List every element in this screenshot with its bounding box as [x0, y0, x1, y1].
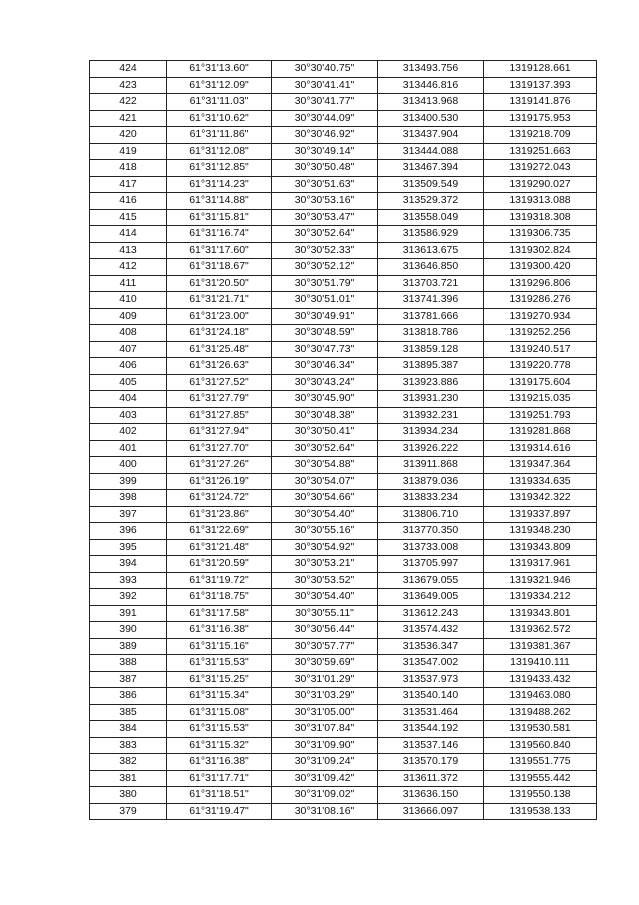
table-row	[90, 407, 597, 424]
point-number-cell: 400	[90, 457, 167, 474]
table-row	[90, 539, 597, 556]
table-row	[90, 622, 597, 639]
y-coordinate-cell: 1319306.735	[484, 226, 597, 243]
latitude-cell: 61°31'18.75"	[167, 589, 272, 606]
longitude-cell: 30°30'51.01"	[272, 292, 378, 309]
x-coordinate-cell: 313818.786	[378, 325, 484, 342]
y-coordinate-cell: 1319362.572	[484, 622, 597, 639]
point-number-cell: 395	[90, 539, 167, 556]
point-number-cell: 384	[90, 721, 167, 738]
y-coordinate-cell: 1319334.212	[484, 589, 597, 606]
table-row	[90, 160, 597, 177]
point-number-cell: 418	[90, 160, 167, 177]
table-row	[90, 803, 597, 820]
point-number-cell: 388	[90, 655, 167, 672]
y-coordinate-cell: 1319281.868	[484, 424, 597, 441]
x-coordinate-cell: 313531.464	[378, 704, 484, 721]
table-row	[90, 242, 597, 259]
longitude-cell: 30°30'54.88"	[272, 457, 378, 474]
longitude-cell: 30°30'41.41"	[272, 77, 378, 94]
point-number-cell: 381	[90, 770, 167, 787]
latitude-cell: 61°31'14.23"	[167, 176, 272, 193]
point-number-cell: 399	[90, 473, 167, 490]
table-row	[90, 440, 597, 457]
table-row	[90, 457, 597, 474]
y-coordinate-cell: 1319347.364	[484, 457, 597, 474]
latitude-cell: 61°31'25.48"	[167, 341, 272, 358]
longitude-cell: 30°30'50.41"	[272, 424, 378, 441]
table-row	[90, 572, 597, 589]
longitude-cell: 30°30'50.48"	[272, 160, 378, 177]
x-coordinate-cell: 313833.234	[378, 490, 484, 507]
table-row	[90, 209, 597, 226]
latitude-cell: 61°31'24.18"	[167, 325, 272, 342]
longitude-cell: 30°30'46.34"	[272, 358, 378, 375]
y-coordinate-cell: 1319137.393	[484, 77, 597, 94]
table-row	[90, 473, 597, 490]
y-coordinate-cell: 1319270.934	[484, 308, 597, 325]
latitude-cell: 61°31'27.79"	[167, 391, 272, 408]
point-number-cell: 419	[90, 143, 167, 160]
y-coordinate-cell: 1319410.111	[484, 655, 597, 672]
y-coordinate-cell: 1319175.604	[484, 374, 597, 391]
y-coordinate-cell: 1319175.953	[484, 110, 597, 127]
y-coordinate-cell: 1319551.775	[484, 754, 597, 771]
x-coordinate-cell: 313611.372	[378, 770, 484, 787]
y-coordinate-cell: 1319463.080	[484, 688, 597, 705]
y-coordinate-cell: 1319343.801	[484, 605, 597, 622]
latitude-cell: 61°31'15.25"	[167, 671, 272, 688]
y-coordinate-cell: 1319302.824	[484, 242, 597, 259]
y-coordinate-cell: 1319220.778	[484, 358, 597, 375]
longitude-cell: 30°30'54.40"	[272, 589, 378, 606]
longitude-cell: 30°30'54.92"	[272, 539, 378, 556]
latitude-cell: 61°31'19.47"	[167, 803, 272, 820]
table-row	[90, 638, 597, 655]
x-coordinate-cell: 313413.968	[378, 94, 484, 111]
y-coordinate-cell: 1319296.806	[484, 275, 597, 292]
y-coordinate-cell: 1319218.709	[484, 127, 597, 144]
x-coordinate-cell: 313911.868	[378, 457, 484, 474]
latitude-cell: 61°31'21.71"	[167, 292, 272, 309]
point-number-cell: 382	[90, 754, 167, 771]
x-coordinate-cell: 313932.231	[378, 407, 484, 424]
latitude-cell: 61°31'11.86"	[167, 127, 272, 144]
x-coordinate-cell: 313613.675	[378, 242, 484, 259]
point-number-cell: 411	[90, 275, 167, 292]
table-row	[90, 737, 597, 754]
point-number-cell: 415	[90, 209, 167, 226]
point-number-cell: 410	[90, 292, 167, 309]
table-row	[90, 589, 597, 606]
latitude-cell: 61°31'23.00"	[167, 308, 272, 325]
table-row	[90, 226, 597, 243]
longitude-cell: 30°30'43.24"	[272, 374, 378, 391]
latitude-cell: 61°31'15.53"	[167, 655, 272, 672]
table-row	[90, 358, 597, 375]
point-number-cell: 397	[90, 506, 167, 523]
latitude-cell: 61°31'22.69"	[167, 523, 272, 540]
x-coordinate-cell: 313529.372	[378, 193, 484, 210]
table-row	[90, 424, 597, 441]
x-coordinate-cell: 313923.886	[378, 374, 484, 391]
y-coordinate-cell: 1319313.088	[484, 193, 597, 210]
x-coordinate-cell: 313570.179	[378, 754, 484, 771]
longitude-cell: 30°31'09.90"	[272, 737, 378, 754]
longitude-cell: 30°31'01.29"	[272, 671, 378, 688]
y-coordinate-cell: 1319251.793	[484, 407, 597, 424]
point-number-cell: 387	[90, 671, 167, 688]
latitude-cell: 61°31'17.71"	[167, 770, 272, 787]
point-number-cell: 403	[90, 407, 167, 424]
point-number-cell: 392	[90, 589, 167, 606]
point-number-cell: 420	[90, 127, 167, 144]
y-coordinate-cell: 1319240.517	[484, 341, 597, 358]
table-row	[90, 94, 597, 111]
longitude-cell: 30°31'03.29"	[272, 688, 378, 705]
table-row	[90, 259, 597, 276]
x-coordinate-cell: 313679.055	[378, 572, 484, 589]
point-number-cell: 379	[90, 803, 167, 820]
table-row	[90, 770, 597, 787]
longitude-cell: 30°30'48.38"	[272, 407, 378, 424]
latitude-cell: 61°31'26.19"	[167, 473, 272, 490]
x-coordinate-cell: 313574.432	[378, 622, 484, 639]
x-coordinate-cell: 313612.243	[378, 605, 484, 622]
x-coordinate-cell: 313540.140	[378, 688, 484, 705]
table-row	[90, 506, 597, 523]
table-row	[90, 391, 597, 408]
y-coordinate-cell: 1319290.027	[484, 176, 597, 193]
table-row	[90, 143, 597, 160]
y-coordinate-cell: 1319538.133	[484, 803, 597, 820]
y-coordinate-cell: 1319314.616	[484, 440, 597, 457]
longitude-cell: 30°30'49.91"	[272, 308, 378, 325]
x-coordinate-cell: 313467.394	[378, 160, 484, 177]
table-row	[90, 341, 597, 358]
latitude-cell: 61°31'19.72"	[167, 572, 272, 589]
x-coordinate-cell: 313536.347	[378, 638, 484, 655]
table-row	[90, 275, 597, 292]
y-coordinate-cell: 1319300.420	[484, 259, 597, 276]
table-row	[90, 721, 597, 738]
y-coordinate-cell: 1319317.961	[484, 556, 597, 573]
table-row	[90, 110, 597, 127]
y-coordinate-cell: 1319343.809	[484, 539, 597, 556]
x-coordinate-cell: 313636.150	[378, 787, 484, 804]
longitude-cell: 30°30'55.16"	[272, 523, 378, 540]
point-number-cell: 385	[90, 704, 167, 721]
y-coordinate-cell: 1319550.138	[484, 787, 597, 804]
x-coordinate-cell: 313934.234	[378, 424, 484, 441]
table-row	[90, 556, 597, 573]
y-coordinate-cell: 1319286.276	[484, 292, 597, 309]
longitude-cell: 30°30'56.44"	[272, 622, 378, 639]
longitude-cell: 30°30'54.07"	[272, 473, 378, 490]
point-number-cell: 408	[90, 325, 167, 342]
x-coordinate-cell: 313781.666	[378, 308, 484, 325]
table-row	[90, 61, 597, 78]
longitude-cell: 30°30'57.77"	[272, 638, 378, 655]
table-row	[90, 787, 597, 804]
point-number-cell: 424	[90, 61, 167, 78]
table-row	[90, 325, 597, 342]
table-row	[90, 77, 597, 94]
latitude-cell: 61°31'15.34"	[167, 688, 272, 705]
table-row	[90, 490, 597, 507]
y-coordinate-cell: 1319381.367	[484, 638, 597, 655]
x-coordinate-cell: 313741.396	[378, 292, 484, 309]
table-row	[90, 292, 597, 309]
y-coordinate-cell: 1319555.442	[484, 770, 597, 787]
table-row	[90, 605, 597, 622]
point-number-cell: 390	[90, 622, 167, 639]
longitude-cell: 30°30'46.92"	[272, 127, 378, 144]
y-coordinate-cell: 1319272.043	[484, 160, 597, 177]
point-number-cell: 393	[90, 572, 167, 589]
longitude-cell: 30°30'54.66"	[272, 490, 378, 507]
point-number-cell: 380	[90, 787, 167, 804]
latitude-cell: 61°31'27.85"	[167, 407, 272, 424]
latitude-cell: 61°31'12.09"	[167, 77, 272, 94]
longitude-cell: 30°30'52.33"	[272, 242, 378, 259]
x-coordinate-cell: 313544.192	[378, 721, 484, 738]
longitude-cell: 30°30'53.21"	[272, 556, 378, 573]
x-coordinate-cell: 313879.036	[378, 473, 484, 490]
table-row	[90, 374, 597, 391]
x-coordinate-cell: 313666.097	[378, 803, 484, 820]
latitude-cell: 61°31'20.59"	[167, 556, 272, 573]
latitude-cell: 61°31'14.88"	[167, 193, 272, 210]
latitude-cell: 61°31'23.86"	[167, 506, 272, 523]
latitude-cell: 61°31'27.94"	[167, 424, 272, 441]
x-coordinate-cell: 313558.049	[378, 209, 484, 226]
x-coordinate-cell: 313770.350	[378, 523, 484, 540]
point-number-cell: 398	[90, 490, 167, 507]
x-coordinate-cell: 313400.530	[378, 110, 484, 127]
longitude-cell: 30°30'53.52"	[272, 572, 378, 589]
x-coordinate-cell: 313705.997	[378, 556, 484, 573]
latitude-cell: 61°31'10.62"	[167, 110, 272, 127]
latitude-cell: 61°31'15.08"	[167, 704, 272, 721]
latitude-cell: 61°31'27.70"	[167, 440, 272, 457]
latitude-cell: 61°31'16.38"	[167, 622, 272, 639]
longitude-cell: 30°30'54.40"	[272, 506, 378, 523]
latitude-cell: 61°31'15.53"	[167, 721, 272, 738]
point-number-cell: 414	[90, 226, 167, 243]
latitude-cell: 61°31'13.60"	[167, 61, 272, 78]
table-row	[90, 523, 597, 540]
y-coordinate-cell: 1319141.876	[484, 94, 597, 111]
x-coordinate-cell: 313437.904	[378, 127, 484, 144]
x-coordinate-cell: 313806.710	[378, 506, 484, 523]
y-coordinate-cell: 1319251.663	[484, 143, 597, 160]
y-coordinate-cell: 1319530.581	[484, 721, 597, 738]
latitude-cell: 61°31'12.08"	[167, 143, 272, 160]
table-row	[90, 308, 597, 325]
coordinate-table-body	[90, 61, 597, 820]
x-coordinate-cell: 313547.002	[378, 655, 484, 672]
longitude-cell: 30°30'51.79"	[272, 275, 378, 292]
point-number-cell: 394	[90, 556, 167, 573]
longitude-cell: 30°30'41.77"	[272, 94, 378, 111]
table-row	[90, 754, 597, 771]
longitude-cell: 30°31'08.16"	[272, 803, 378, 820]
y-coordinate-cell: 1319488.262	[484, 704, 597, 721]
y-coordinate-cell: 1319337.897	[484, 506, 597, 523]
longitude-cell: 30°30'40.75"	[272, 61, 378, 78]
point-number-cell: 407	[90, 341, 167, 358]
x-coordinate-cell: 313444.088	[378, 143, 484, 160]
latitude-cell: 61°31'18.67"	[167, 259, 272, 276]
longitude-cell: 30°30'52.64"	[272, 440, 378, 457]
longitude-cell: 30°30'52.64"	[272, 226, 378, 243]
longitude-cell: 30°30'49.14"	[272, 143, 378, 160]
longitude-cell: 30°30'48.59"	[272, 325, 378, 342]
table-row	[90, 688, 597, 705]
point-number-cell: 421	[90, 110, 167, 127]
point-number-cell: 386	[90, 688, 167, 705]
longitude-cell: 30°31'05.00"	[272, 704, 378, 721]
longitude-cell: 30°30'55.11"	[272, 605, 378, 622]
longitude-cell: 30°30'45.90"	[272, 391, 378, 408]
table-row	[90, 127, 597, 144]
x-coordinate-cell: 313931.230	[378, 391, 484, 408]
table-row	[90, 671, 597, 688]
point-number-cell: 405	[90, 374, 167, 391]
table-row	[90, 176, 597, 193]
longitude-cell: 30°31'09.02"	[272, 787, 378, 804]
point-number-cell: 416	[90, 193, 167, 210]
latitude-cell: 61°31'27.52"	[167, 374, 272, 391]
latitude-cell: 61°31'15.16"	[167, 638, 272, 655]
table-row	[90, 655, 597, 672]
latitude-cell: 61°31'20.50"	[167, 275, 272, 292]
x-coordinate-cell: 313493.756	[378, 61, 484, 78]
point-number-cell: 412	[90, 259, 167, 276]
x-coordinate-cell: 313649.005	[378, 589, 484, 606]
longitude-cell: 30°30'47.73"	[272, 341, 378, 358]
latitude-cell: 61°31'17.58"	[167, 605, 272, 622]
point-number-cell: 389	[90, 638, 167, 655]
longitude-cell: 30°30'44.09"	[272, 110, 378, 127]
longitude-cell: 30°31'09.24"	[272, 754, 378, 771]
y-coordinate-cell: 1319215.035	[484, 391, 597, 408]
y-coordinate-cell: 1319334.635	[484, 473, 597, 490]
point-number-cell: 402	[90, 424, 167, 441]
x-coordinate-cell: 313703.721	[378, 275, 484, 292]
point-number-cell: 406	[90, 358, 167, 375]
latitude-cell: 61°31'15.81"	[167, 209, 272, 226]
y-coordinate-cell: 1319321.946	[484, 572, 597, 589]
longitude-cell: 30°30'51.63"	[272, 176, 378, 193]
longitude-cell: 30°30'53.16"	[272, 193, 378, 210]
point-number-cell: 423	[90, 77, 167, 94]
x-coordinate-cell: 313926.222	[378, 440, 484, 457]
table-row	[90, 704, 597, 721]
latitude-cell: 61°31'27.26"	[167, 457, 272, 474]
latitude-cell: 61°31'11.03"	[167, 94, 272, 111]
y-coordinate-cell: 1319560.840	[484, 737, 597, 754]
coordinate-table	[89, 60, 597, 820]
longitude-cell: 30°31'09.42"	[272, 770, 378, 787]
point-number-cell: 396	[90, 523, 167, 540]
point-number-cell: 401	[90, 440, 167, 457]
x-coordinate-cell: 313509.549	[378, 176, 484, 193]
latitude-cell: 61°31'26.63"	[167, 358, 272, 375]
point-number-cell: 413	[90, 242, 167, 259]
latitude-cell: 61°31'15.32"	[167, 737, 272, 754]
x-coordinate-cell: 313537.973	[378, 671, 484, 688]
latitude-cell: 61°31'17.60"	[167, 242, 272, 259]
y-coordinate-cell: 1319433.432	[484, 671, 597, 688]
point-number-cell: 383	[90, 737, 167, 754]
latitude-cell: 61°31'12.85"	[167, 160, 272, 177]
y-coordinate-cell: 1319348.230	[484, 523, 597, 540]
y-coordinate-cell: 1319342.322	[484, 490, 597, 507]
point-number-cell: 404	[90, 391, 167, 408]
x-coordinate-cell: 313733.008	[378, 539, 484, 556]
x-coordinate-cell: 313859.128	[378, 341, 484, 358]
x-coordinate-cell: 313586.929	[378, 226, 484, 243]
x-coordinate-cell: 313895.387	[378, 358, 484, 375]
y-coordinate-cell: 1319252.256	[484, 325, 597, 342]
y-coordinate-cell: 1319318.308	[484, 209, 597, 226]
latitude-cell: 61°31'18.51"	[167, 787, 272, 804]
latitude-cell: 61°31'21.48"	[167, 539, 272, 556]
point-number-cell: 391	[90, 605, 167, 622]
x-coordinate-cell: 313446.816	[378, 77, 484, 94]
latitude-cell: 61°31'16.38"	[167, 754, 272, 771]
point-number-cell: 417	[90, 176, 167, 193]
table-row	[90, 193, 597, 210]
point-number-cell: 422	[90, 94, 167, 111]
longitude-cell: 30°30'53.47"	[272, 209, 378, 226]
point-number-cell: 409	[90, 308, 167, 325]
x-coordinate-cell: 313537.146	[378, 737, 484, 754]
latitude-cell: 61°31'24.72"	[167, 490, 272, 507]
y-coordinate-cell: 1319128.661	[484, 61, 597, 78]
longitude-cell: 30°30'59.69"	[272, 655, 378, 672]
longitude-cell: 30°31'07.84"	[272, 721, 378, 738]
latitude-cell: 61°31'16.74"	[167, 226, 272, 243]
longitude-cell: 30°30'52.12"	[272, 259, 378, 276]
x-coordinate-cell: 313646.850	[378, 259, 484, 276]
